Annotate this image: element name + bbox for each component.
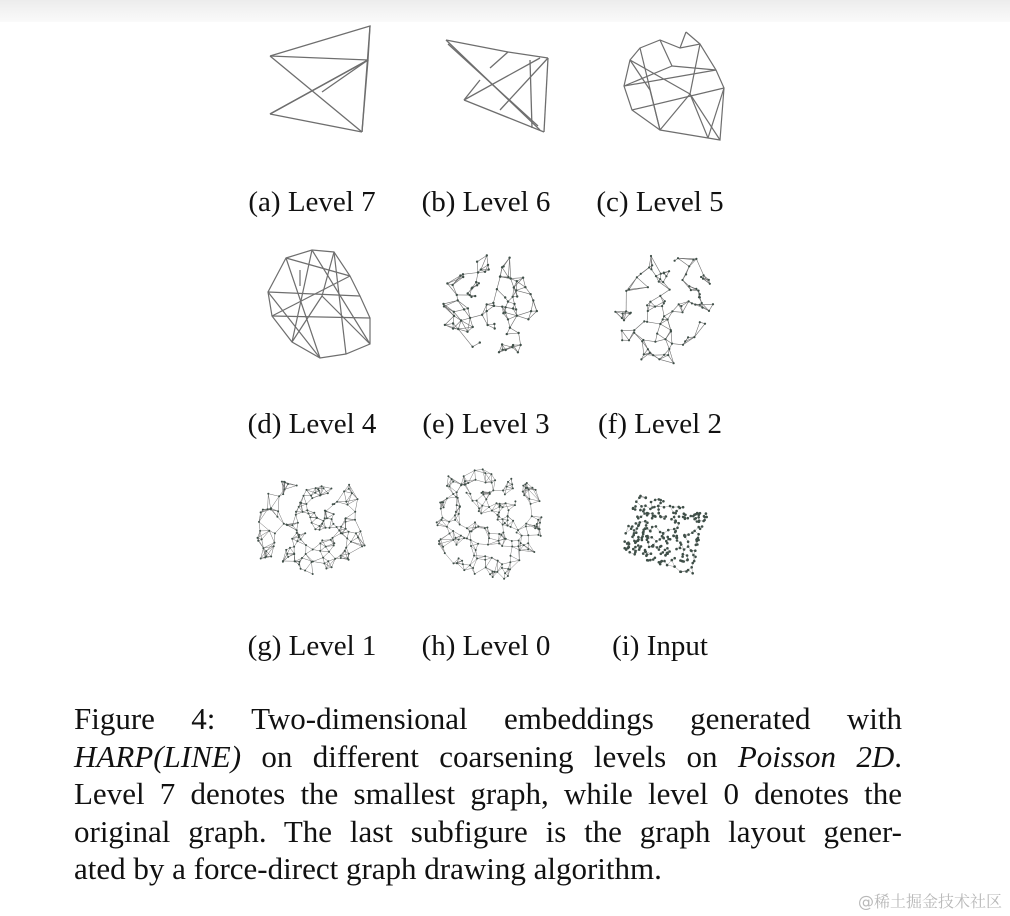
subfigure-c-plot <box>620 30 730 150</box>
subfigure-a-plot <box>262 22 382 137</box>
watermark: @稀土掘金技术社区 <box>857 892 1002 911</box>
caption-line-4: original graph. The last subfigure is the graph layout gener- <box>74 813 902 849</box>
subfigure-c-label: (c) Level 5 <box>596 186 724 218</box>
subfigure-g-label: (g) Level 1 <box>247 630 377 662</box>
subfigure-h-label: (h) Level 0 <box>421 630 551 662</box>
subfigure-g-plot <box>246 470 372 582</box>
caption-method-name: HARP(LINE) <box>74 738 242 774</box>
subfigure-e-label: (e) Level 3 <box>422 408 550 440</box>
browser-top-bar <box>0 0 1010 22</box>
subfigure-b-plot <box>440 30 560 140</box>
caption-line-5: ated by a force-direct graph drawing algorithm. <box>74 851 662 886</box>
subfigure-h-plot <box>428 462 554 590</box>
subfigure-e-plot <box>424 246 550 362</box>
caption-line-1: Figure 4: Two-dimensional embeddings generated with <box>74 701 902 736</box>
figure-caption <box>74 700 902 888</box>
subfigure-i-plot <box>612 484 716 580</box>
subfigure-d-plot <box>262 246 382 362</box>
subfigure-d-label: (d) Level 4 <box>247 408 377 440</box>
subfigure-i-label: (i) Input <box>612 630 708 662</box>
caption-line-2-end: . <box>894 738 902 774</box>
caption-line-3: Level 7 denotes the smallest graph, while level 0 denotes the <box>74 776 902 811</box>
subfigure-f-label: (f) Level 2 <box>598 408 722 440</box>
subfigure-b-label: (b) Level 6 <box>421 186 551 218</box>
caption-dataset-name: Poisson 2D <box>737 738 895 774</box>
subfigure-f-plot <box>604 242 720 368</box>
caption-line-2-text: on different coarsening levels on <box>241 738 738 774</box>
subfigure-a-label: (a) Level 7 <box>248 186 376 218</box>
caption-line-2 <box>74 738 902 776</box>
